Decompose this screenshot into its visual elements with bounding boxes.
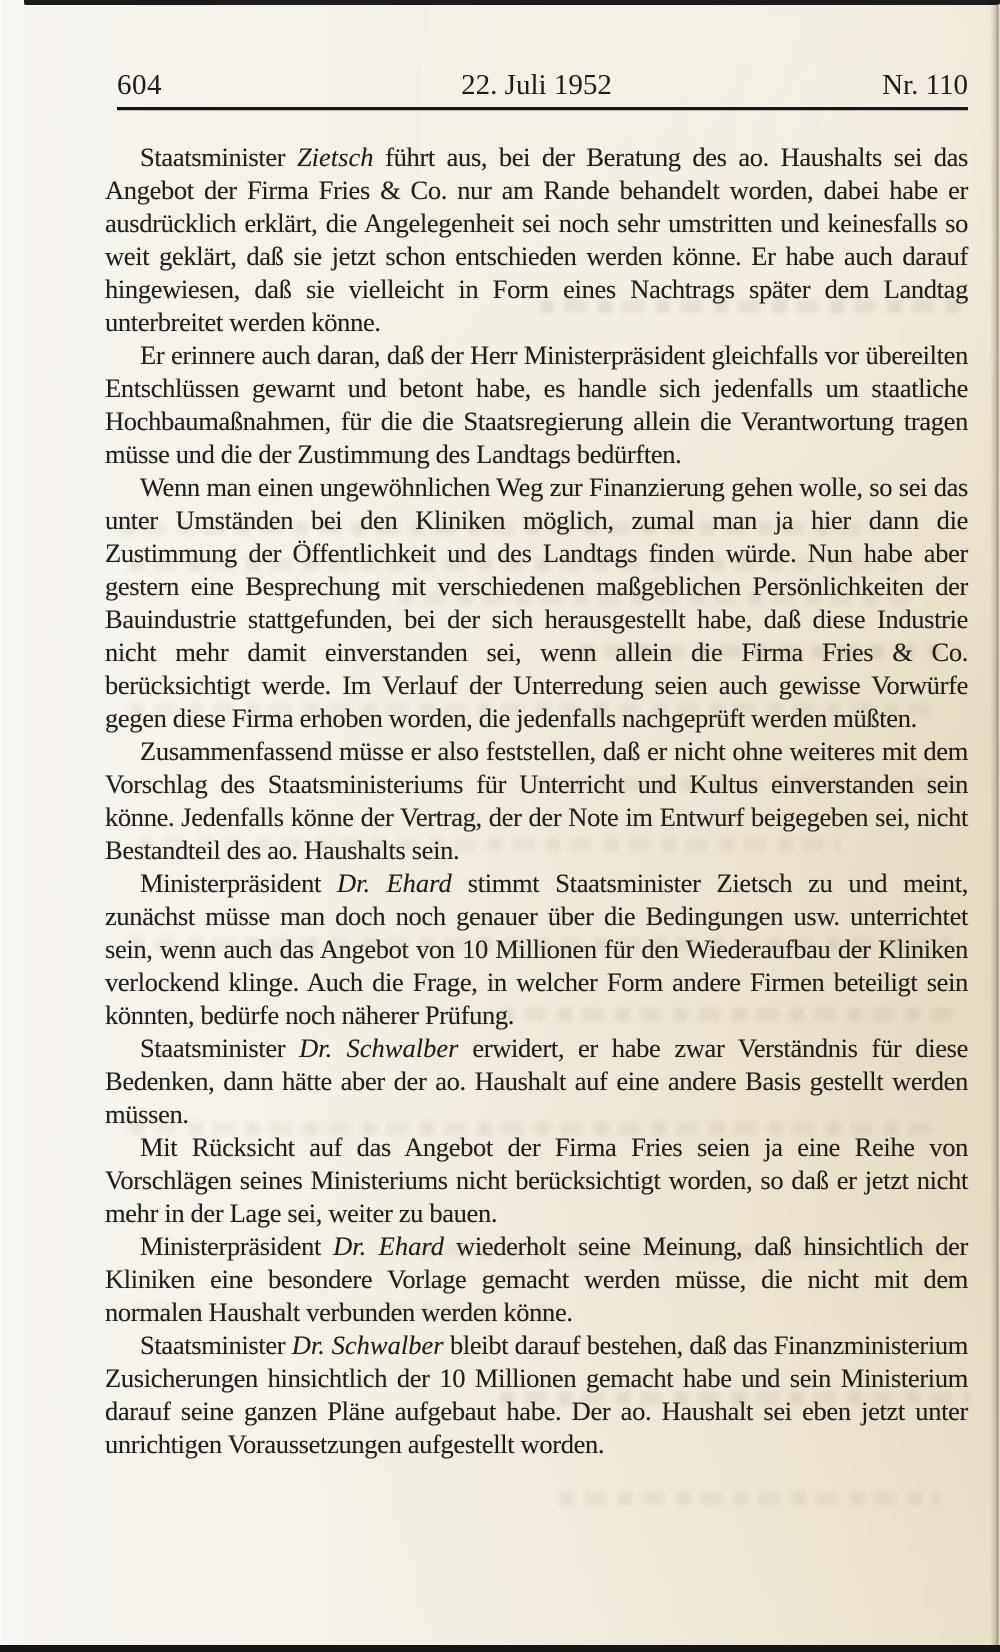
- header-rule: [117, 107, 968, 110]
- bleedthrough-smudge: [560, 1492, 940, 1505]
- page-content: [105, 68, 968, 1461]
- paragraph-text: Staatsminister: [140, 142, 297, 172]
- speaker-name: Dr. Schwalber: [291, 1330, 444, 1360]
- paragraph-text: Wenn man einen ungewöhnlichen Weg zur Finanzierung gehen wolle, so sei das unter Umständen bei den Kliniken möglich, zumal man ja hier dann die Zustimmung der Öffentlichkeit und des Landtags finden würde. Nun habe aber gestern eine Besprechung mit verschiedenen maßgeblichen Persönlichkeiten der Bauindustrie stattgefunden, bei der sich herausgestellt habe, daß diese Industrie nicht mehr damit einverstanden sei, wenn allein die Firma Fries & Co. berücksichtigt werde. Im Verlauf der Unterredung seien auch gewisse Vorwürfe gegen diese Firma erhoben worden, die jedenfalls nachgeprüft werden müßten.: [105, 472, 968, 733]
- paragraph-text: Ministerpräsident: [140, 1231, 334, 1261]
- scan-edge-top: [24, 0, 1000, 5]
- speaker-name: Dr. Ehard: [337, 868, 452, 898]
- paragraph-text: stimmt Staatsminister Zietsch zu und meint, zunächst müsse man doch noch genauer über die Bedingungen usw. unterrichtet sein, wenn auch das Angebot von 10 Millionen für den Wiederaufbau der Kliniken verlockend klinge. Auch die Frage, in welcher Form andere Firmen beteiligt sein könnten, bedürfe noch näherer Prüfung.: [105, 868, 968, 1030]
- paragraph: [105, 735, 968, 867]
- paragraph: [105, 867, 968, 1032]
- paragraph-text: Staatsminister: [140, 1033, 300, 1063]
- paragraph: [105, 1329, 968, 1461]
- paragraph: [105, 1032, 968, 1131]
- speaker-name: Zietsch: [296, 142, 374, 172]
- paragraph: [105, 339, 968, 471]
- speaker-name: Dr. Ehard: [333, 1231, 444, 1261]
- header-date: 22. Juli 1952: [461, 69, 612, 101]
- scan-margin-left: [0, 0, 26, 1652]
- paragraph-text: bleibt darauf bestehen, daß das Finanzministerium Zusicherungen hinsichtlich der 10 Millionen gemacht habe und sein Ministerium darauf seine ganzen Pläne aufgebaut habe. Der ao. Haushalt sei eben jetzt unter unrichtigen Voraussetzungen aufgestellt worden.: [105, 1330, 968, 1459]
- page-number: 604: [117, 69, 162, 101]
- paragraph: [105, 471, 968, 735]
- paragraph-text: erwidert, er habe zwar Verständnis für diese Bedenken, dann hätte aber der ao. Haushalt auf eine andere Basis gestellt werden müssen.: [105, 1033, 969, 1129]
- paragraph-text: Ministerpräsident: [140, 868, 337, 898]
- speaker-name: Dr. Schwalber: [299, 1033, 459, 1063]
- scan-edge-bottom: [0, 1645, 1000, 1652]
- paragraph-text: wiederholt seine Meinung, daß hinsichtlich der Kliniken eine besondere Vorlage gemacht werden müsse, die nicht mit dem normalen Haushalt verbunden werden könne.: [105, 1231, 969, 1327]
- paragraph-text: Er erinnere auch daran, daß der Herr Ministerpräsident gleichfalls vor übereilten Entschlüssen gewarnt und betont habe, es handle sich jedenfalls um staatliche Hochbaumaßnahmen, für die die Staatsregierung allein die Verantwortung tragen müsse und die der Zustimmung des Landtags bedürften.: [105, 340, 968, 469]
- paragraph-text: Mit Rücksicht auf das Angebot der Firma Fries seien ja eine Reihe von Vorschlägen seines Ministeriums nicht berücksichtigt worden, so daß er jetzt nicht mehr in der Lage sei, weiter zu bauen.: [105, 1132, 968, 1228]
- scan-edge-right: [990, 4, 1000, 1646]
- body-paragraphs: [105, 141, 968, 1461]
- paragraph-text: führt aus, bei der Beratung des ao. Haushalts sei das Angebot der Firma Fries & Co. nur am Rande behandelt worden, dabei habe er ausdrücklich erklärt, die Angelegenheit sei noch sehr umstritten und keinesfalls so weit geklärt, daß sie jetzt schon entschieden werden könne. Er habe auch darauf hingewiesen, daß sie vielleicht in Form eines Nachtrags später dem Landtag unterbreitet werden könne.: [105, 142, 968, 337]
- paragraph: [105, 141, 968, 339]
- paragraph-text: Zusammenfassend müsse er also feststellen, daß er nicht ohne weiteres mit dem Vorschlag des Staatsministeriums für Unterricht und Kultus einverstanden sein könne. Jedenfalls könne der Vertrag, der der Note im Entwurf beigegeben sei, nicht Bestandteil des ao. Haushalts sein.: [105, 736, 968, 865]
- paragraph-text: Staatsminister: [140, 1330, 292, 1360]
- paragraph: [105, 1230, 968, 1329]
- paragraph: [105, 1131, 968, 1230]
- header-issue: Nr. 110: [882, 69, 968, 101]
- running-head: [105, 68, 968, 102]
